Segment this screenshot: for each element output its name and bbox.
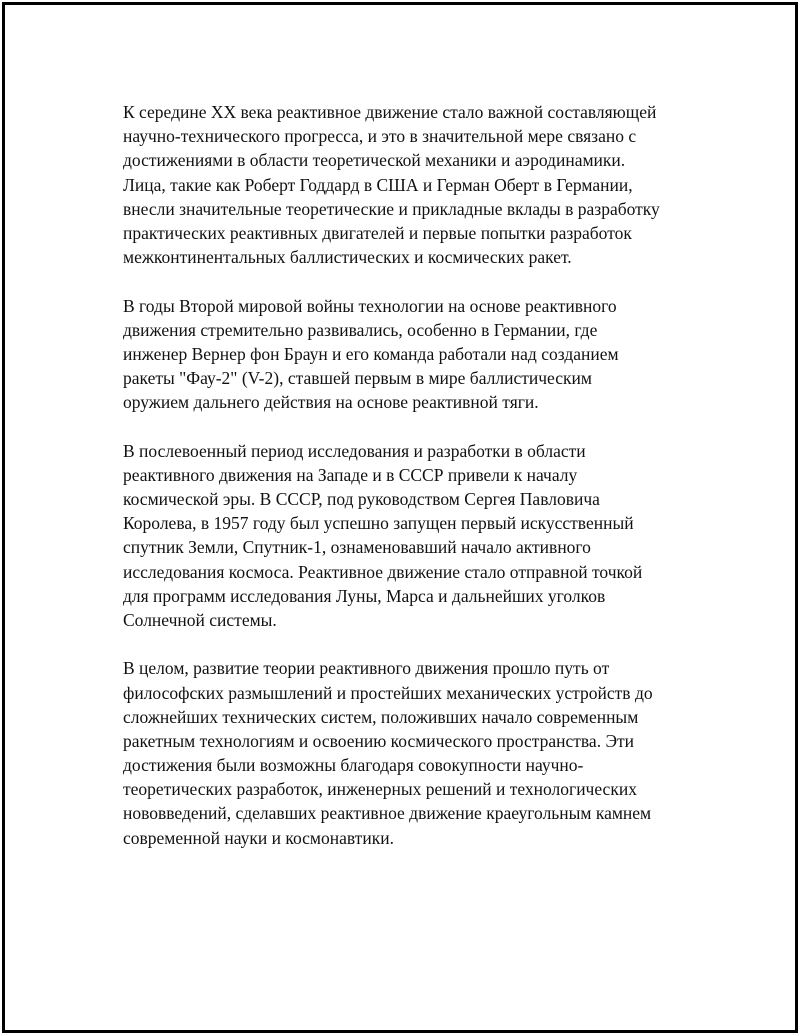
text-line: реактивного движения на Западе и в СССР привели к началу bbox=[123, 464, 578, 485]
text-line: ракеты "Фау-2" (V-2), ставшей первым в мире баллистическим bbox=[123, 368, 592, 389]
text-line: практических реактивных двигателей и первые попытки разработок bbox=[123, 222, 632, 243]
text-line: инженер Вернер фон Браун и его команда работали над созданием bbox=[123, 343, 619, 364]
text-line: оружием дальнего действия на основе реактивной тяги. bbox=[123, 392, 539, 413]
text-line: В послевоенный период исследования и разработки в области bbox=[123, 440, 586, 461]
text-line: исследования космоса. Реактивное движение стало отправной точкой bbox=[123, 561, 643, 582]
text-line: достижениями в области теоретической механики и аэродинамики. bbox=[123, 150, 626, 171]
paragraph-4 bbox=[123, 656, 723, 850]
text-line: Королева, в 1957 году был успешно запущен первый искусственный bbox=[123, 513, 634, 534]
text-line: теоретических разработок, инженерных решений и технологических bbox=[123, 779, 637, 800]
text-line: внесли значительные теоретические и прикладные вклады в разработку bbox=[123, 198, 660, 219]
text-line: для программ исследования Луны, Марса и дальнейших уголков bbox=[123, 585, 606, 606]
text-line: В годы Второй мировой войны технологии на основе реактивного bbox=[123, 295, 617, 316]
text-line: межконтинентальных баллистических и космических ракет. bbox=[123, 247, 572, 268]
text-line: философских размышлений и простейших механических устройств до bbox=[123, 682, 653, 703]
text-line: достижения были возможны благодаря совокупности научно- bbox=[123, 755, 584, 776]
text-line: современной науки и космонавтики. bbox=[123, 827, 394, 848]
text-line: Лица, такие как Роберт Годдард в США и Герман Оберт в Германии, bbox=[123, 174, 633, 195]
text-line: нововведений, сделавших реактивное движение краеугольным камнем bbox=[123, 803, 652, 824]
text-line: спутник Земли, Спутник-1, ознаменовавший начало активного bbox=[123, 537, 591, 558]
text-line: В целом, развитие теории реактивного движения прошло путь от bbox=[123, 658, 610, 679]
document-body bbox=[123, 100, 723, 874]
text-line: Солнечной системы. bbox=[123, 609, 277, 630]
text-line: К середине XX века реактивное движение стало важной составляющей bbox=[123, 102, 657, 122]
text-line: научно-технического прогресса, и это в значительной мере связано с bbox=[123, 126, 637, 147]
text-line: ракетным технологиям и освоению космического пространства. Эти bbox=[123, 730, 635, 751]
paragraph-3 bbox=[123, 439, 723, 633]
text-line: сложнейших технических систем, положивших начало современным bbox=[123, 706, 639, 727]
page-frame bbox=[2, 2, 798, 1033]
text-line: движения стремительно развивались, особенно в Германии, где bbox=[123, 319, 598, 340]
text-line: космической эры. В СССР, под руководством Сергея Павловича bbox=[123, 489, 600, 509]
paragraph-2 bbox=[123, 294, 723, 415]
paragraph-1 bbox=[123, 100, 723, 269]
